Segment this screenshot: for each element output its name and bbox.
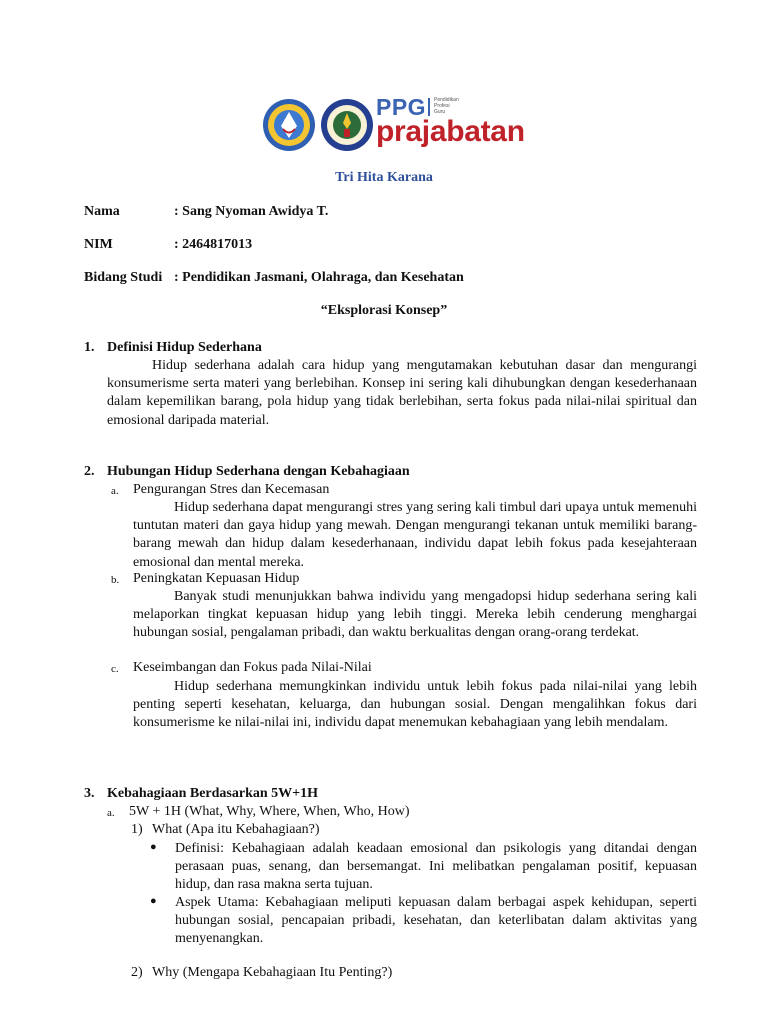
section-number: 2. [84, 464, 95, 479]
prajabatan-wordmark: prajabatan [376, 115, 525, 148]
kemdikbud-seal-icon [262, 96, 316, 154]
list-letter: a. [107, 807, 115, 819]
list-item-heading: Keseimbangan dan Fokus pada Nilai-Nilai [133, 660, 372, 675]
bullet-text: Aspek Utama: Kebahagiaan meliputi kepuasan dalam berbagai aspek kehidupan, seperti hubungan sosial, pencapaian pribadi, kesehatan, dan keterlibatan dalam aktivitas yang menyenangkan. [175, 895, 697, 947]
bullet-text: Definisi: Kebahagiaan adalah keadaan emosional dan psikologis yang ditandai dengan perasaan puas, senang, dan bersemangat. Ini melibatkan pengalaman positif, kepuasan hidup, dan rasa makna serta tujuan. [175, 841, 697, 893]
ppg-prajabatan-logo [376, 94, 526, 158]
list-item-body: Hidup sederhana memungkinkan individu untuk lebih fokus pada nilai-nilai yang lebih penting seperti kesehatan, keluarga, dan hubungan sosial. Dengan mengalihkan fokus dari konsumerisme ke nilai-nilai ini, individu dapat menemukan kebahagiaan yang lebih mendalam. [133, 679, 697, 731]
field-value-nim: : 2464817013 [174, 237, 253, 252]
sub-heading: What (Apa itu Kebahagiaan?) [152, 822, 320, 837]
field-value-bidang-studi: : Pendidikan Jasmani, Olahraga, dan Kesehatan [174, 270, 464, 285]
field-label-bidang-studi: Bidang Studi [84, 270, 163, 285]
document-subtitle: “Eksplorasi Konsep” [320, 303, 448, 318]
section-title: Kebahagiaan Berdasarkan 5W+1H [107, 786, 319, 801]
list-letter: a. [111, 485, 119, 497]
list-item-heading: Pengurangan Stres dan Kecemasan [133, 482, 330, 497]
section-title: Hubungan Hidup Sederhana dengan Kebahagiaan [107, 464, 410, 479]
field-label-nama: Nama [84, 204, 120, 219]
list-item-heading: Peningkatan Kepuasan Hidup [133, 571, 300, 586]
sub-heading: Why (Mengapa Kebahagiaan Itu Penting?) [152, 965, 393, 980]
bullet-icon: ● [150, 841, 157, 853]
ppg-wordmark: PPG [376, 94, 427, 120]
list-item-heading: 5W + 1H (What, Why, Where, When, Who, How) [129, 804, 410, 819]
section-number: 1. [84, 340, 95, 355]
list-item-body: Banyak studi menunjukkan bahwa individu yang mengadopsi hidup sederhana sering kali melaporkan tingkat kepuasan hidup yang lebih tinggi. Mereka lebih cenderung menghargai hubungan sosial, pengalaman pribadi, dan waktu berkualitas dengan orang-orang terdekat. [133, 589, 697, 641]
ppg-small-text: Pendidikan Profesi Guru [434, 97, 459, 115]
logo-header [262, 94, 525, 158]
bullet-icon: ● [150, 895, 157, 907]
sub-number: 2) [131, 965, 143, 980]
section-title: Definisi Hidup Sederhana [107, 340, 262, 355]
list-letter: b. [111, 574, 120, 586]
section-body: Hidup sederhana adalah cara hidup yang mengutamakan kebutuhan dasar dan mengurangi konsumerisme serta materi yang berlebihan. Konsep ini sering kali dihubungkan dengan kesederhanaan dalam kepemilikan barang, pola hidup yang tidak berlebihan, serta fokus pada nilai-nilai spiritual dan emosional daripada material. [107, 358, 697, 428]
field-label-nim: NIM [84, 237, 113, 252]
logo-divider [428, 98, 430, 116]
list-letter: c. [111, 663, 119, 675]
field-value-nama: : Sang Nyoman Awidya T. [174, 204, 329, 219]
list-item-body: Hidup sederhana dapat mengurangi stres yang sering kali timbul dari upaya untuk memenuhi tuntutan materi dan gaya hidup yang mewah. Dengan mengurangi tekanan untuk memiliki barang-barang mewah dan hidup dalam kesederhanaan, individu dapat lebih fokus pada kesejahteraan emosional dan mental mereka. [133, 500, 697, 570]
section-number: 3. [84, 786, 95, 801]
university-seal-icon [320, 96, 374, 154]
document-title: Tri Hita Karana [335, 170, 433, 185]
sub-number: 1) [131, 822, 143, 837]
